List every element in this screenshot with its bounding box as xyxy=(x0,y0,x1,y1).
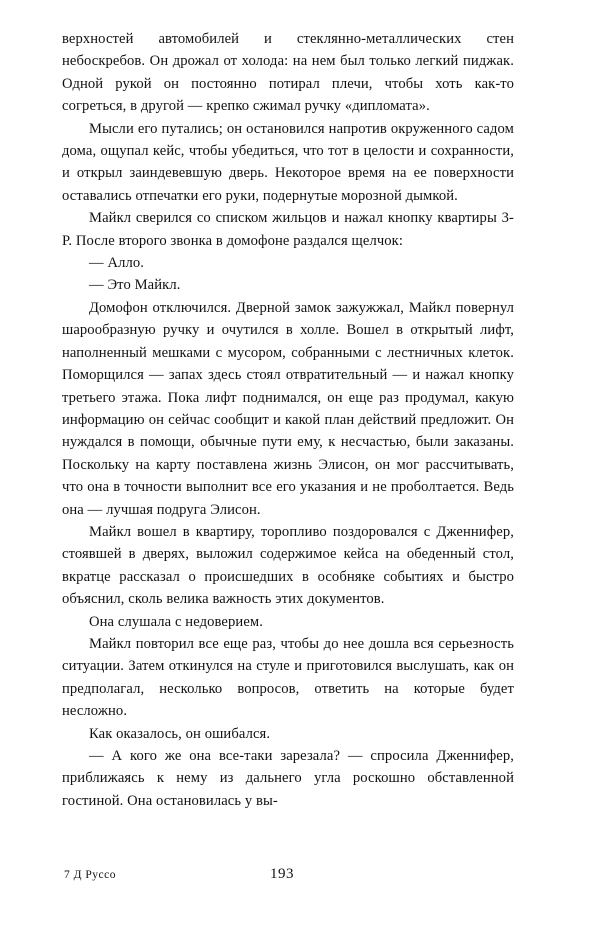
page-body xyxy=(62,28,514,812)
page-number: 193 xyxy=(270,866,294,882)
page-footer xyxy=(62,866,514,888)
paragraph: Она слушала с недоверием. xyxy=(89,613,263,630)
paragraph: Как оказалось, он ошибался. xyxy=(89,725,271,742)
paragraph: Майкл вошел в квартиру, торопливо поздоровался с Дженнифер, стоявшей в дверях, выложил содержимое кейса на обеденный стол, вкратце рассказал о происшедших в особняке событиях и быстро объяснил, сколь велика важность этих документов. xyxy=(62,523,514,608)
paragraph: Мысли его путались; он остановился напротив окруженного садом дома, ощупал кейс, чтобы убедиться, что тот в целости и сохранности, и открыл заиндевевшую дверь. Некоторое время на ее поверхности оставались отпечатки его руки, подернутые морозной дымкой. xyxy=(62,120,514,204)
paragraph: Майкл сверился со списком жильцов и нажал кнопку квартиры 3-Р. После второго звонка в домофоне раздался щелчок: xyxy=(62,210,514,249)
dialogue-line: — Алло. xyxy=(89,255,144,272)
paragraph: Домофон отключился. Дверной замок зажужжал, Майкл повернул шарообразную ручку и очутился в холле. Вошел в открытый лифт, наполненный мешками с мусором, собранными с лестничных клеток. Поморщился — запах здесь стоял отвратительный — и нажал кнопку третьего этажа. Пока лифт поднимался, он еще раз продумал, какую информацию он сейчас сообщит и какой план действий предложит. Он нуждался в помощи, обычные пути ему, к несчастью, были заказаны. Поскольку на карту поставлена жизнь Элисон, он мог рассчитывать, что она в точности выполнит все его указания и не проболтается. Ведь она — лучшая подруга Элисон. xyxy=(62,299,514,518)
paragraph: верхностей автомобилей и стеклянно-металлических стен небоскребов. Он дрожал от холода: на нем был только легкий пиджак. Одной рукой он постоянно потирал плечи, чтобы хоть как-то согреться, в другой — крепко сжимал ручку «дипломата». xyxy=(62,31,514,115)
printer-signature: 7 Д Руссо xyxy=(64,869,116,881)
dialogue-line: — А кого же она все-таки зарезала? — спросила Дженнифер, приближаясь к нему из дальнего угла роскошно обставленной гостиной. Она остановилась у вы- xyxy=(62,748,514,809)
dialogue-line: — Это Майкл. xyxy=(89,277,181,294)
paragraph: Майкл повторил все еще раз, чтобы до нее дошла вся серьезность ситуации. Затем откинулся на стуле и приготовился выслушать, как он предполагал, несколько вопросов, ответить на которые будет несложно. xyxy=(62,635,514,720)
